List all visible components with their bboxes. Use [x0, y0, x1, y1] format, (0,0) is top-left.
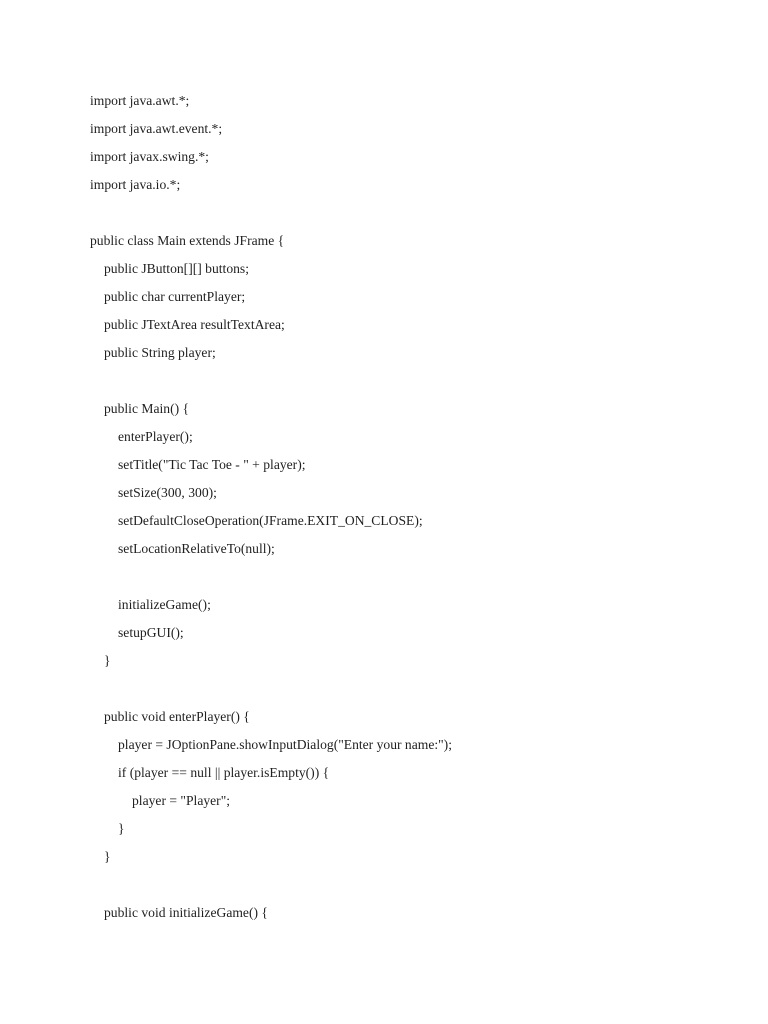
code-line: } — [118, 821, 125, 836]
code-line: player = "Player"; — [132, 793, 231, 808]
code-line: } — [104, 653, 111, 668]
blank-line — [90, 677, 730, 705]
code-line: enterPlayer(); — [118, 429, 193, 444]
code-line: import java.awt.event.*; — [90, 121, 223, 136]
code-line: import java.awt.*; — [90, 93, 190, 108]
code-line: public JTextArea resultTextArea; — [104, 317, 285, 332]
code-line: public Main() { — [104, 401, 190, 416]
code-line: public char currentPlayer; — [104, 289, 246, 304]
code-line: import javax.swing.*; — [90, 149, 209, 164]
code-line: import java.io.*; — [90, 177, 181, 192]
code-line: public void initializeGame() { — [104, 905, 268, 920]
code-line: setDefaultCloseOperation(JFrame.EXIT_ON_CLOSE); — [118, 513, 423, 528]
code-line: public void enterPlayer() { — [104, 709, 250, 724]
code-line: initializeGame(); — [118, 597, 211, 612]
code-line: public class Main extends JFrame { — [90, 233, 285, 248]
blank-line — [90, 565, 730, 593]
blank-line — [90, 201, 730, 229]
code-line: } — [104, 849, 111, 864]
blank-line — [90, 873, 730, 901]
blank-line — [90, 369, 730, 397]
code-line: setLocationRelativeTo(null); — [118, 541, 275, 556]
code-line: setTitle("Tic Tac Toe - " + player); — [118, 457, 306, 472]
code-line: player = JOptionPane.showInputDialog("Enter your name:"); — [118, 737, 452, 752]
code-block — [90, 89, 730, 929]
code-line: if (player == null || player.isEmpty()) { — [118, 765, 330, 780]
code-line: public JButton[][] buttons; — [104, 261, 249, 276]
code-line: setSize(300, 300); — [118, 485, 217, 500]
code-line: public String player; — [104, 345, 216, 360]
code-line: setupGUI(); — [118, 625, 184, 640]
